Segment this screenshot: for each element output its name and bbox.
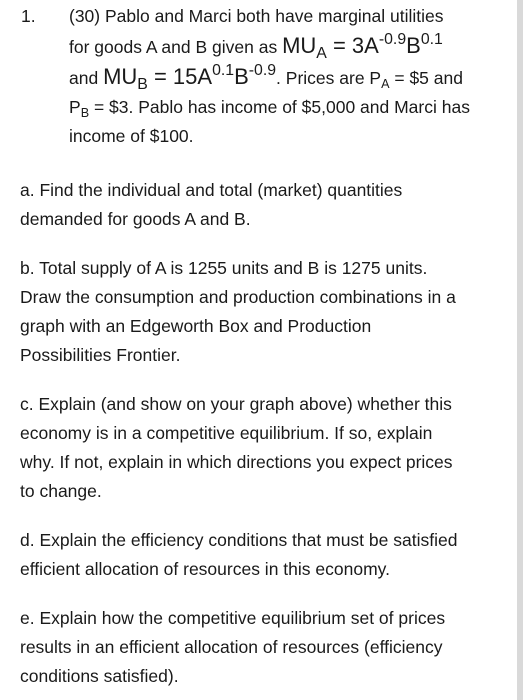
part-b-line: b. Total supply of A is 1255 units and B is 1275 units. [20, 258, 428, 278]
part-c-line: economy is in a competitive equilibrium. If so, explain [20, 423, 433, 443]
pa-subscript: A [381, 76, 390, 91]
question-line-3-pre: and [69, 68, 104, 88]
question-number: 1. [21, 6, 36, 26]
part-b-line: Possibilities Frontier. [20, 345, 181, 365]
pb-label: P [69, 97, 81, 117]
part-a-line: a. Find the individual and total (market) quantities [20, 180, 403, 200]
prices-text: . Prices are P [276, 68, 382, 88]
part-c [20, 390, 500, 506]
question-line-5: income of $100. [69, 126, 194, 146]
mu-a-label: MU [282, 33, 317, 58]
question-stem [21, 2, 501, 151]
part-c-line: c. Explain (and show on your graph above) whether this [20, 394, 452, 414]
part-e-line: results in an efficient allocation of resources (efficiency [20, 637, 443, 657]
mu-b-label: MU [103, 64, 138, 89]
mu-b-exponent-b: -0.9 [248, 62, 277, 80]
part-a-line: demanded for goods A and B. [20, 209, 251, 229]
question-line-2 [21, 31, 501, 62]
part-d-line: d. Explain the efficiency conditions that must be satisfied [20, 530, 458, 550]
part-c-line: why. If not, explain in which directions you expect prices [20, 452, 453, 472]
mu-b-formula [103, 62, 277, 93]
mu-a-b: B [406, 33, 421, 58]
mu-a-subscript: A [316, 44, 327, 62]
mu-a-equals: = 3A [326, 33, 379, 58]
part-e [20, 604, 500, 691]
pa-value: = $5 and [389, 68, 463, 88]
pb-subscript: B [80, 105, 90, 120]
mu-b-exponent-a: 0.1 [212, 62, 235, 80]
question-line-1-text: Pablo and Marci both have marginal utilities [105, 6, 444, 26]
question-line-4 [21, 93, 501, 122]
part-a [20, 176, 500, 234]
part-d [20, 526, 500, 584]
part-e-line: e. Explain how the competitive equilibrium set of prices [20, 608, 446, 628]
mu-a-exponent-b: 0.1 [420, 31, 443, 49]
mu-b-subscript: B [137, 75, 148, 93]
part-b [20, 254, 500, 370]
part-b-line: Draw the consumption and production combinations in a [20, 287, 456, 307]
part-c-line: to change. [20, 481, 102, 501]
scrollbar-edge [517, 0, 523, 700]
mu-a-formula [282, 31, 443, 62]
mu-b-b: B [234, 64, 249, 89]
income-text: = $3. Pablo has income of $5,000 and Marci has [89, 97, 470, 117]
question-line-2-text: for goods A and B given as [69, 37, 283, 57]
mu-a-exponent-a: -0.9 [378, 31, 407, 49]
part-e-line: conditions satisfied). [20, 666, 179, 686]
part-b-line: graph with an Edgeworth Box and Production [20, 316, 372, 336]
mu-b-equals: = 15A [147, 64, 213, 89]
question-line-1 [21, 2, 501, 31]
question-line-3 [21, 62, 501, 93]
part-d-line: efficient allocation of resources in this economy. [20, 559, 390, 579]
question-points: (30) [69, 6, 101, 26]
